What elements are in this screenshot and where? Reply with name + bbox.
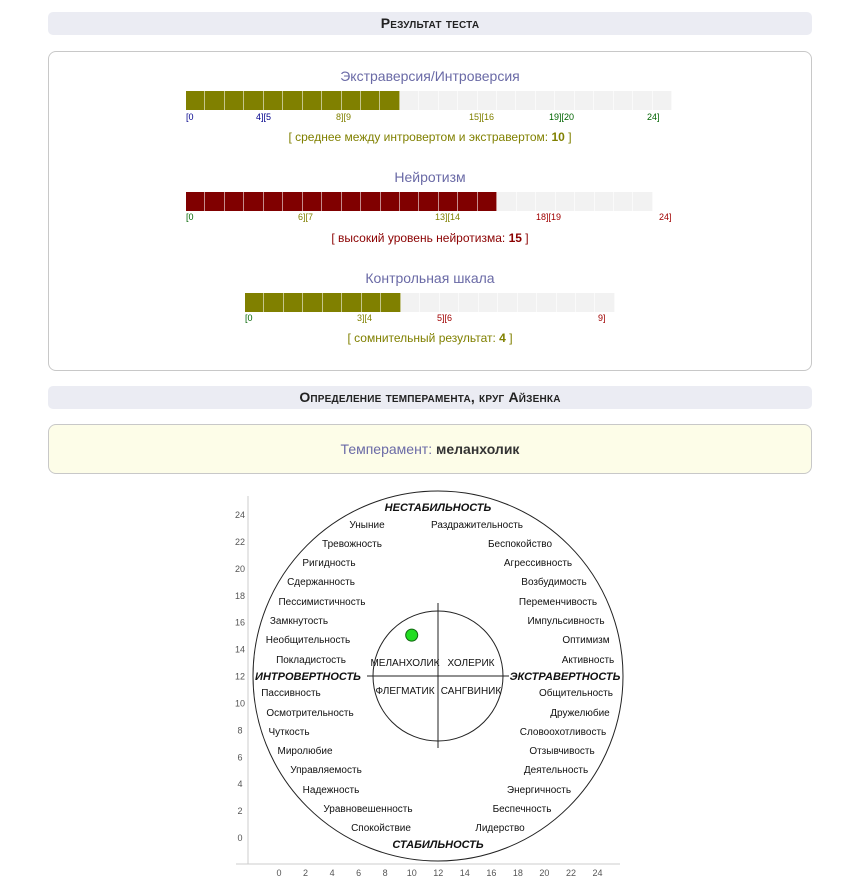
neuroticism-bar-cell [186,192,205,211]
trait-label-left: Необщительность [265,635,351,646]
control-bar-cell [362,293,381,312]
neuroticism-bar-cell [400,192,419,211]
x-tick-label: 10 [406,868,417,878]
trait-label-right: Общительность [539,688,613,699]
y-tick-label: 20 [234,563,246,574]
y-tick-label: 0 [237,833,243,843]
control-bar-cell [557,293,576,312]
temperament-label: Темперамент: [340,441,433,457]
x-tick-label: 16 [486,868,497,878]
neuroticism-bar-cell [439,192,458,211]
trait-label-right: Беспечность [492,804,552,815]
inner-circle [373,611,503,741]
extraversion-bar [186,91,672,110]
control-bar-cell [303,293,322,312]
x-tick-label: 8 [382,868,388,878]
neuroticism-bar-cell [361,192,380,211]
trait-label-left: Покладистость [276,655,346,666]
trait-label-left: Сдержанность [287,577,355,588]
neuroticism-tick-label: 6][7 [298,212,314,222]
y-tick-label: 2 [237,806,243,817]
extraversion-bar-cell [439,91,458,110]
trait-label-right: Лидерство [475,823,525,834]
trait-label-left: Ригидность [302,558,356,569]
extraversion-bar-cell [186,91,205,110]
right-traits [431,520,614,834]
control-bar-cell [342,293,361,312]
extraversion-bar-cell [516,91,535,110]
extraversion-bar-cell [478,91,497,110]
trait-label-left: Тревожность [322,539,382,550]
x-tick-label: 0 [276,868,282,878]
trait-label-right: Импульсивность [527,616,605,627]
neuroticism-bar-cell [264,192,283,211]
extraversion-bar-cell [225,91,244,110]
trait-label-left: Миролюбие [277,746,333,757]
control-bar-cell [245,293,264,312]
control-bar-cell [518,293,537,312]
extraversion-ticks [186,112,672,124]
extraversion-bar-cell [244,91,263,110]
extraversion-bar-cell [264,91,283,110]
trait-label-left: Осмотрительность [266,708,354,719]
neuroticism-result: [ высокий уровень нейротизма: 15 ] [331,231,529,245]
extraversion-bar-cell [497,91,516,110]
y-tick-label: 12 [234,671,246,682]
trait-label-left: Пассивность [261,688,321,699]
extraversion-bar-cell [380,91,399,110]
control-bar-cell [381,293,400,312]
neuroticism-bar-cell [381,192,400,211]
trait-label-right: Активность [561,655,615,666]
trait-label-right: Оптимизм [562,635,610,646]
extraversion-bar-cell [594,91,613,110]
extraversion-tick-label: 19][20 [549,112,575,122]
left-traits [261,520,412,834]
extraversion-bar-cell [322,91,341,110]
trait-label-left: Спокойствие [351,823,411,834]
extraversion-bar-cell [633,91,652,110]
neuroticism-tick-label: 13][14 [435,212,461,222]
control-tick-label: 5][6 [437,313,453,323]
extraversion-bar-cell [419,91,438,110]
extraversion-tick-label: 24] [647,112,660,122]
scales-panel [48,51,812,371]
trait-label-right: Энергичность [506,785,572,796]
extraversion-bar-cell [303,91,322,110]
y-tick-label: 14 [234,644,246,655]
x-tick-label: 6 [356,868,362,878]
control-bar-cell [479,293,498,312]
control-bar-cell [420,293,439,312]
x-tick-label: 2 [303,868,309,878]
control-title: Контрольная шкала [365,270,495,286]
x-tick-label: 4 [329,868,335,878]
score-point [406,629,418,641]
axis-label-stability: СТАБИЛЬНОСТЬ [392,839,484,851]
extraversion-tick-label: 15][16 [469,112,495,122]
trait-label-right: Отзывчивость [529,746,595,757]
trait-label-right: Раздражительность [430,520,524,531]
trait-label-right: Беспокойство [487,539,553,550]
extraversion-bar-cell [283,91,302,110]
quadrant-choleric: ХОЛЕРИК [447,658,495,669]
trait-label-right: Переменчивость [518,597,598,608]
neuroticism-bar-cell [614,192,633,211]
outer-circle [253,491,623,861]
control-bar-cell [459,293,478,312]
control-result: [ сомнительный результат: 4 ] [347,331,513,345]
neuroticism-title: Нейротизм [394,169,466,185]
extraversion-bar-cell [555,91,574,110]
result-header: Результат теста [48,12,812,35]
trait-label-right: Словоохотливость [519,727,607,738]
extraversion-bar-cell [342,91,361,110]
temperament-panel [48,424,812,474]
y-tick-label: 16 [234,617,246,628]
trait-label-left: Замкнутость [269,616,329,627]
trait-label-right: Возбудимость [521,577,587,588]
y-tick-label: 4 [237,779,243,790]
extraversion-bar-cell [614,91,633,110]
extraversion-bar-cell [361,91,380,110]
y-tick-label: 10 [234,698,246,709]
x-tick-label: 14 [459,868,470,878]
y-tick-label: 22 [234,536,246,547]
control-bar-cell [595,293,614,312]
trait-label-left: Уныние [349,520,385,531]
x-tick-labels [276,868,602,878]
control-bar-cell [401,293,420,312]
x-tick-label: 20 [539,868,550,878]
y-tick-label: 24 [234,510,246,520]
control-ticks [245,313,607,325]
extraversion-bar-cell [205,91,224,110]
axis-label-extraversion: ЭКСТРАВЕРТНОСТЬ [509,671,621,683]
trait-label-right: Деятельность [523,765,589,776]
x-tick-label: 22 [565,868,576,878]
extraversion-bar-cell [458,91,477,110]
neuroticism-bar-cell [322,192,341,211]
neuroticism-bar-cell [458,192,477,211]
y-tick-label: 18 [234,590,246,601]
trait-label-left: Пессимистичность [278,597,366,608]
extraversion-tick-label: 8][9 [336,112,352,122]
control-bar-cell [576,293,595,312]
extraversion-bar-cell [653,91,672,110]
control-bar-cell [498,293,517,312]
quadrant-melancholic: МЕЛАНХОЛИК [370,658,440,669]
quadrant-phlegmatic: ФЛЕГМАТИК [375,686,435,697]
trait-label-left: Чуткость [268,727,310,738]
extraversion-bar-cell [536,91,555,110]
neuroticism-bar-cell [205,192,224,211]
neuroticism-bar-cell [419,192,438,211]
control-bar-cell [537,293,556,312]
trait-label-left: Надежность [302,785,360,796]
trait-label-right: Агрессивность [503,558,573,569]
neuroticism-bar-cell [478,192,497,211]
control-bar-cell [323,293,342,312]
neuroticism-bar-cell [342,192,361,211]
neuroticism-bar-cell [575,192,594,211]
neuroticism-bar-cell [303,192,322,211]
y-tick-labels [235,510,245,843]
neuroticism-bar-cell [633,192,652,211]
neuroticism-bar-cell [595,192,614,211]
x-tick-label: 12 [433,868,444,878]
control-bar-cell [264,293,283,312]
control-bar-cell [284,293,303,312]
extraversion-tick-label: 4][5 [256,112,272,122]
neuroticism-bar-cell [517,192,536,211]
x-tick-label: 18 [512,868,523,878]
extraversion-title: Экстраверсия/Интроверсия [340,68,520,84]
axis-label-instability: НЕСТАБИЛЬНОСТЬ [384,502,492,514]
neuroticism-bar-cell [497,192,516,211]
eysenck-header: Определение темперамента, круг Айзенка [48,386,812,409]
neuroticism-tick-label: 18][19 [536,212,562,222]
control-tick-label: [0 [245,313,253,323]
trait-label-left: Управляемость [290,765,362,776]
neuroticism-bar [186,192,653,211]
y-tick-label: 6 [237,752,243,763]
neuroticism-bar-cell [244,192,263,211]
extraversion-tick-label: [0 [186,112,194,122]
quadrant-sanguine: САНГВИНИК [440,686,502,697]
neuroticism-bar-cell [225,192,244,211]
neuroticism-tick-label: 24] [659,212,672,222]
neuroticism-bar-cell [536,192,555,211]
temperament-value: меланхолик [436,441,520,457]
y-tick-label: 8 [237,725,243,736]
extraversion-bar-cell [575,91,594,110]
extraversion-bar-cell [400,91,419,110]
trait-label-left: Уравновешенность [323,804,413,815]
neuroticism-bar-cell [556,192,575,211]
trait-label-right: Дружелюбие [550,708,610,719]
neuroticism-tick-label: [0 [186,212,194,222]
control-bar-cell [440,293,459,312]
axis-label-introversion: ИНТРОВЕРТНОСТЬ [255,671,361,683]
x-tick-label: 24 [592,868,603,878]
neuroticism-bar-cell [283,192,302,211]
control-bar [245,293,615,312]
extraversion-result: [ среднее между интровертом и экстравертом: 10 ] [288,130,572,144]
neuroticism-ticks [186,212,672,224]
score-points [406,629,418,641]
control-tick-label: 9] [598,313,606,323]
control-tick-label: 3][4 [357,313,373,323]
